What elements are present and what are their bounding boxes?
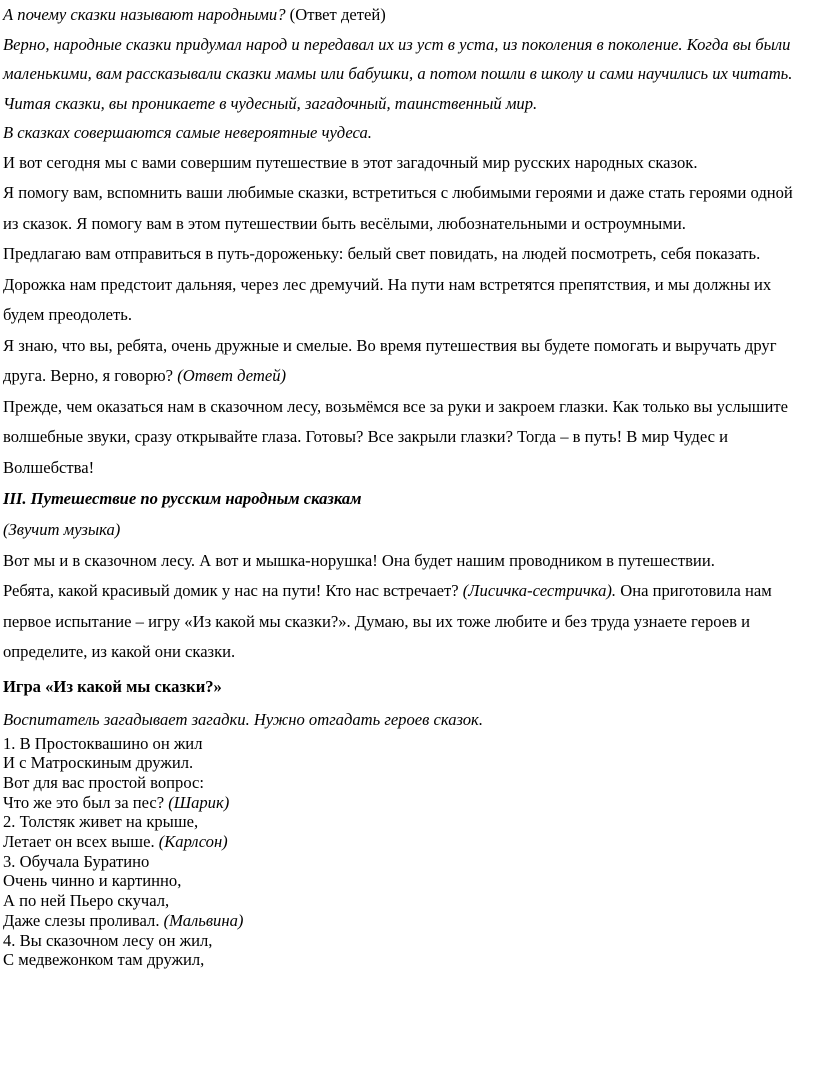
house-text-1: Ребята, какой красивый домик у нас на пути! Кто нас встречает?: [3, 581, 463, 600]
riddle-line: С медвежонком там дружил,: [3, 950, 205, 970]
paragraph-house: [3, 576, 810, 668]
riddle-line: Что же это был за пес? (Шарик): [3, 792, 230, 812]
friends-text: Я знаю, что вы, ребята, очень дружные и смелые. Во время путешествия вы будете помогать и выручать друг друга. Верно, я говорю?: [3, 335, 777, 385]
riddle-answer: (Мальвина): [163, 910, 244, 930]
game-title: Игра «Из какой мы сказки?»: [3, 676, 222, 696]
paragraph-journey-intro: И вот сегодня мы с вами совершим путешествие в этот загадочный мир русских народных сказок.: [3, 152, 698, 172]
paragraph-road: Предлагаю вам отправиться в путь-дороженьку: белый свет повидать, на людей посмотреть, себя показать.: [3, 244, 761, 263]
paragraph-close-eyes: Прежде, чем оказаться нам в сказочном лесу, возьмёмся все за руки и закроем глазки. Как только вы услышите волшебные звуки, сразу открывайте глаза. Готовы? Все закрыли глазки? Тогда – в путь! В мир Чудес и Волшебства!: [3, 396, 789, 477]
riddle-line: Вот для вас простой вопрос:: [3, 772, 205, 792]
paragraph-question: [3, 0, 810, 30]
riddle-line: Летает он всех выше. (Карлсон): [3, 832, 228, 852]
question-text: А почему сказки называют народными?: [3, 5, 286, 24]
answer-note: (Ответ детей): [285, 5, 386, 24]
paragraph-miracles: В сказках совершаются самые невероятные чудеса.: [3, 123, 372, 142]
paragraph-help: Я помогу вам, вспомнить ваши любимые сказки, встретиться с любимыми героями и даже стать героями одной из сказок. Я помогу вам в этом путешествии быть весёлыми, любознательными и остроумными.: [3, 183, 793, 233]
fox-answer: (Лисичка-сестричка).: [462, 581, 617, 600]
paragraph-answer: Верно, народные сказки придумал народ и передавал их из уст в уста, из поколения в поколение. Когда вы были маленькими, вам рассказывали сказки мамы или бабушки, а потом пошли в школу и сами научились их читать. Читая сказки, вы проникаете в чудесный, загадочный, таинственный мир.: [3, 34, 793, 113]
riddle-line: 2. Толстяк живет на крыше,: [3, 812, 199, 832]
riddle-answer: (Шарик): [168, 792, 230, 812]
riddle-line: Даже слезы проливал. (Мальвина): [3, 910, 244, 930]
riddles-list: [3, 734, 810, 970]
riddle-line: И с Матроскиным дружил.: [3, 753, 194, 773]
section-heading: III. Путешествие по русским народным сказкам: [3, 489, 362, 508]
riddle-line: 4. Вы сказочном лесу он жил,: [3, 930, 213, 950]
riddle-line: А по ней Пьеро скучал,: [3, 891, 170, 911]
riddle-line: 1. В Простоквашино он жил: [3, 733, 203, 753]
music-note: (Звучит музыка): [3, 520, 121, 539]
paragraph-friends: [3, 331, 810, 392]
game-intro: Воспитатель загадывает загадки. Нужно отгадать героев сказок.: [3, 709, 483, 729]
paragraph-forest: Дорожка нам предстоит дальняя, через лес дремучий. На пути нам встретятся препятствия, и мы должны их будем преодолеть.: [3, 274, 772, 324]
house-text-2: Она приготовила нам первое испытание – игру «Из какой мы сказки?». Думаю, вы их тоже любите и без труда узнаете героев и определите, из какой они сказки.: [3, 581, 772, 661]
riddle-line: 3. Обучала Буратино: [3, 851, 150, 871]
children-answer: (Ответ детей): [177, 366, 287, 385]
paragraph-fairy-forest: Вот мы и в сказочном лесу. А вот и мышка-норушка! Она будет нашим проводником в путешествии.: [3, 550, 715, 570]
riddle-answer: (Карлсон): [158, 832, 228, 852]
riddle-line: Очень чинно и картинно,: [3, 871, 182, 891]
